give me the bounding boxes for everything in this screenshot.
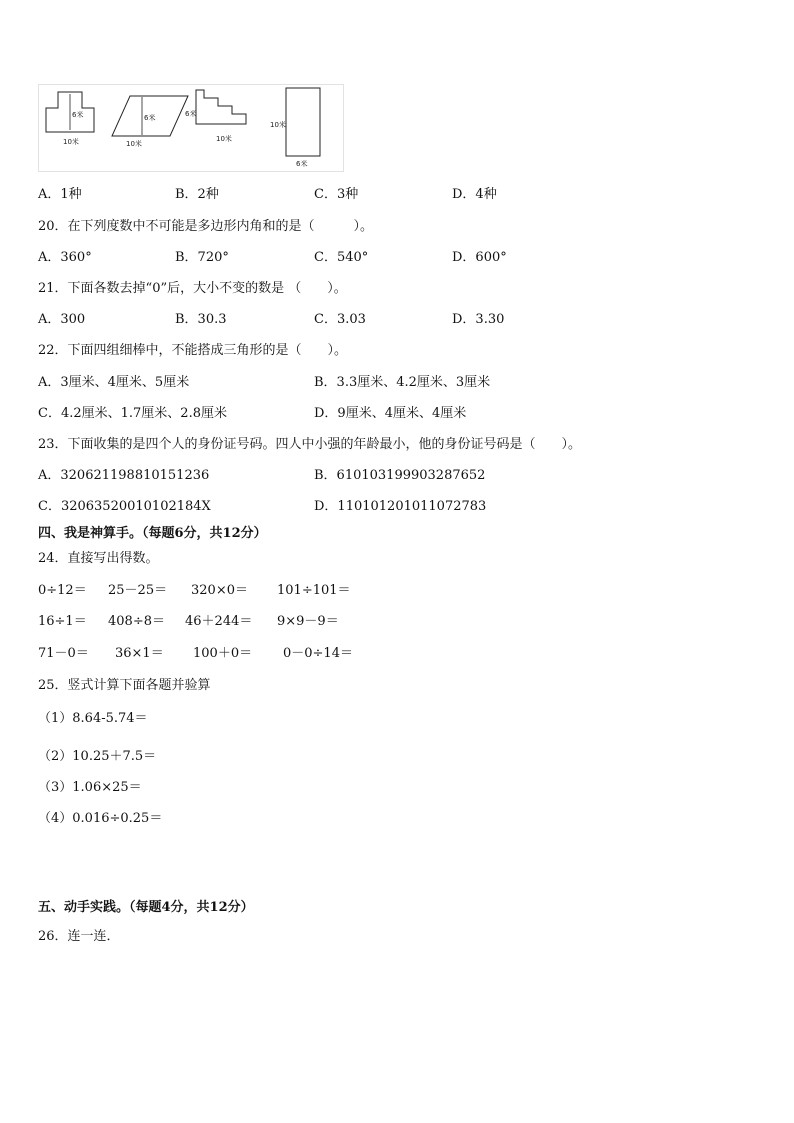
option-c[interactable]: C．32063520010102184X — [38, 499, 211, 514]
option-a[interactable]: A．1种 — [38, 187, 82, 202]
option-b[interactable]: B．30.3 — [175, 312, 227, 327]
option-b[interactable]: B．3.3厘米、4.2厘米、3厘米 — [314, 375, 491, 390]
option-c[interactable]: C．3.03 — [314, 312, 366, 327]
q25-stem: 25．竖式计算下面各题并验算 — [38, 678, 211, 693]
calc-item: 320×0＝ — [191, 583, 248, 598]
label-base-1: 10米 — [63, 138, 79, 146]
q24-stem: 24．直接写出得数。 — [38, 551, 159, 566]
option-c[interactable]: C．4.2厘米、1.7厘米、2.8厘米 — [38, 406, 227, 421]
option-c[interactable]: C．540° — [314, 250, 369, 265]
calc-item: 0÷12＝ — [38, 583, 87, 598]
option-d[interactable]: D．4种 — [452, 187, 497, 202]
option-d[interactable]: D．3.30 — [452, 312, 505, 327]
calc-item: 101÷101＝ — [277, 583, 351, 598]
q25-item-1: （1）8.64-5.74＝ — [38, 711, 148, 726]
q22-stem: 22．下面四组细棒中，不能搭成三角形的是（ ）。 — [38, 343, 348, 358]
q25-item-3: （3）1.06×25＝ — [38, 780, 142, 795]
section-5-title: 五、动手实践。（每题4分，共12分） — [38, 900, 254, 915]
option-d[interactable]: D．110101201011072783 — [314, 499, 487, 514]
calc-item: 36×1＝ — [115, 646, 164, 661]
calc-item: 25－25＝ — [108, 583, 168, 598]
option-a[interactable]: A．300 — [38, 312, 86, 327]
option-d[interactable]: D．9厘米、4厘米、4厘米 — [314, 406, 467, 421]
option-a[interactable]: A．360° — [38, 250, 92, 265]
option-b[interactable]: B．2种 — [175, 187, 219, 202]
label-base-4: 6米 — [296, 160, 308, 168]
q20-stem: 20．在下列度数中不可能是多边形内角和的是（ ）。 — [38, 219, 374, 234]
calc-item: 16÷1＝ — [38, 614, 87, 629]
q26-stem: 26．连一连． — [38, 929, 120, 944]
shapes-svg — [38, 84, 344, 172]
label-height-4: 10米 — [270, 121, 286, 129]
option-b[interactable]: B．720° — [175, 250, 229, 265]
figure-frame — [39, 85, 344, 172]
calc-item: 9×9－9＝ — [277, 614, 339, 629]
option-c[interactable]: C．3种 — [314, 187, 359, 202]
option-b[interactable]: B．610103199903287652 — [314, 468, 486, 483]
q21-stem: 21．下面各数去掉“0”后，大小不变的数是 （ ）。 — [38, 281, 347, 296]
option-a[interactable]: A．3厘米、4厘米、5厘米 — [38, 375, 190, 390]
section-4-title: 四、我是神算手。（每题6分，共12分） — [38, 526, 267, 541]
label-base-2: 10米 — [126, 140, 142, 148]
calc-item: 46＋244＝ — [185, 614, 253, 629]
label-base-3: 10米 — [216, 135, 232, 143]
q25-item-2: （2）10.25＋7.5＝ — [38, 749, 157, 764]
option-d[interactable]: D．600° — [452, 250, 507, 265]
calc-item: 71－0＝ — [38, 646, 89, 661]
label-height-2: 6米 — [144, 114, 156, 122]
calc-item: 408÷8＝ — [108, 614, 165, 629]
q25-item-4: （4）0.016÷0.25＝ — [38, 811, 163, 826]
label-height-3: 6米 — [185, 110, 197, 118]
label-height-1: 6米 — [72, 111, 84, 119]
calc-item: 0－0÷14＝ — [283, 646, 353, 661]
calc-item: 100＋0＝ — [193, 646, 253, 661]
shapes-figure — [38, 84, 344, 172]
option-a[interactable]: A．320621198810151236 — [38, 468, 210, 483]
q23-stem: 23．下面收集的是四个人的身份证号码。四人中小强的年龄最小，他的身份证号码是（ ）。 — [38, 437, 582, 452]
